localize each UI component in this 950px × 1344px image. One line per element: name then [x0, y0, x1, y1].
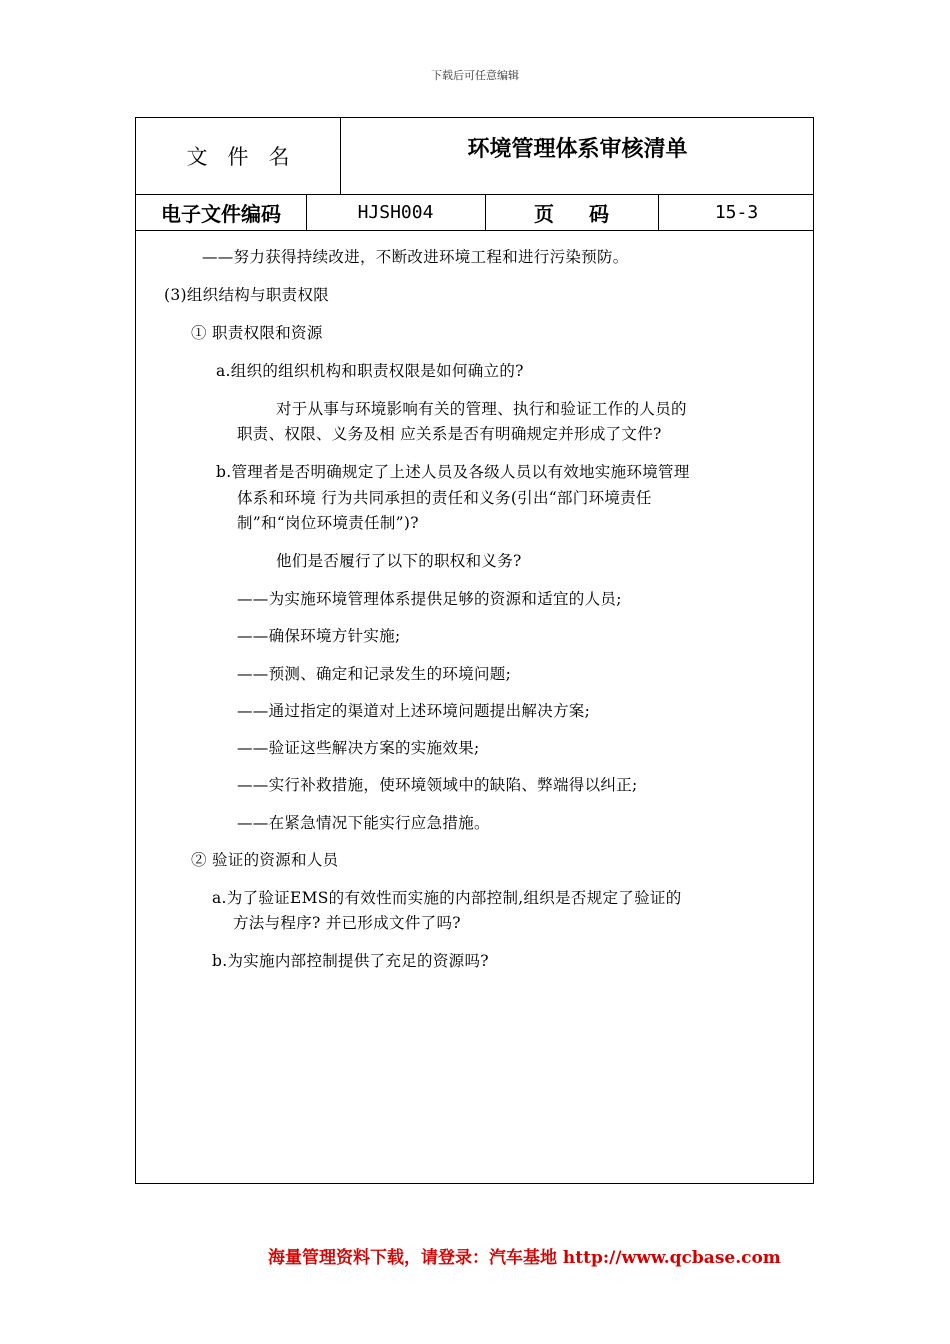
- document-table: [135, 117, 814, 1184]
- header-note: 下载后可任意编辑: [431, 69, 519, 82]
- body-line: b.管理者是否明确规定了上述人员及各级人员以有效地实施环境管理: [216, 463, 690, 481]
- body-line: a.组织的组织机构和职责权限是如何确立的?: [216, 362, 524, 380]
- body-line: ① 职责权限和资源: [191, 324, 323, 342]
- page-label: 页 码: [534, 201, 623, 226]
- body-line: 他们是否履行了以下的职权和义务?: [276, 552, 522, 570]
- code-label: 电子文件编码: [161, 201, 281, 226]
- body-line: ——验证这些解决方案的实施效果;: [237, 739, 480, 757]
- body-line: ——实行补救措施，使环境领域中的缺陷、弊端得以纠正;: [237, 776, 638, 794]
- body-line: 体系和环境 行为共同承担的责任和义务(引出“部门环境责任: [237, 489, 652, 507]
- body-line: 职责、权限、义务及相 应关系是否有明确规定并形成了文件?: [237, 425, 662, 443]
- body-line: a.为了验证EMS的有效性而实施的内部控制,组织是否规定了验证的: [212, 889, 682, 907]
- footer-link-text[interactable]: 海量管理资料下载，请登录：汽车基地 http://www.qcbase.com: [268, 1248, 781, 1268]
- body-line: ——确保环境方针实施;: [237, 627, 401, 645]
- body-line: ——预测、确定和记录发生的环境问题;: [237, 665, 512, 683]
- body-line: ——努力获得持续改进，不断改进环境工程和进行污染预防。: [202, 248, 629, 266]
- body-line: 方法与程序? 并已形成文件了吗?: [233, 914, 461, 932]
- body-line: ——在紧急情况下能实行应急措施。: [237, 814, 490, 832]
- body-line: ——为实施环境管理体系提供足够的资源和适宜的人员;: [237, 590, 622, 608]
- code-value: HJSH004: [357, 201, 434, 223]
- body-line: 对于从事与环境影响有关的管理、执行和验证工作的人员的: [276, 400, 687, 418]
- body-line: b.为实施内部控制提供了充足的资源吗?: [212, 952, 489, 970]
- body-line: (3)组织结构与职责权限: [164, 286, 330, 304]
- row-divider-2: [136, 230, 813, 231]
- page-value: 15-3: [714, 201, 759, 223]
- body-line: ② 验证的资源和人员: [191, 851, 339, 869]
- doc-title: 环境管理体系审核清单: [467, 136, 688, 162]
- body-line: ——通过指定的渠道对上述环境问题提出解决方案;: [237, 702, 591, 720]
- doc-name-label: 文件名: [186, 145, 310, 169]
- body-line: 制”和“岗位环境责任制”)?: [237, 514, 419, 532]
